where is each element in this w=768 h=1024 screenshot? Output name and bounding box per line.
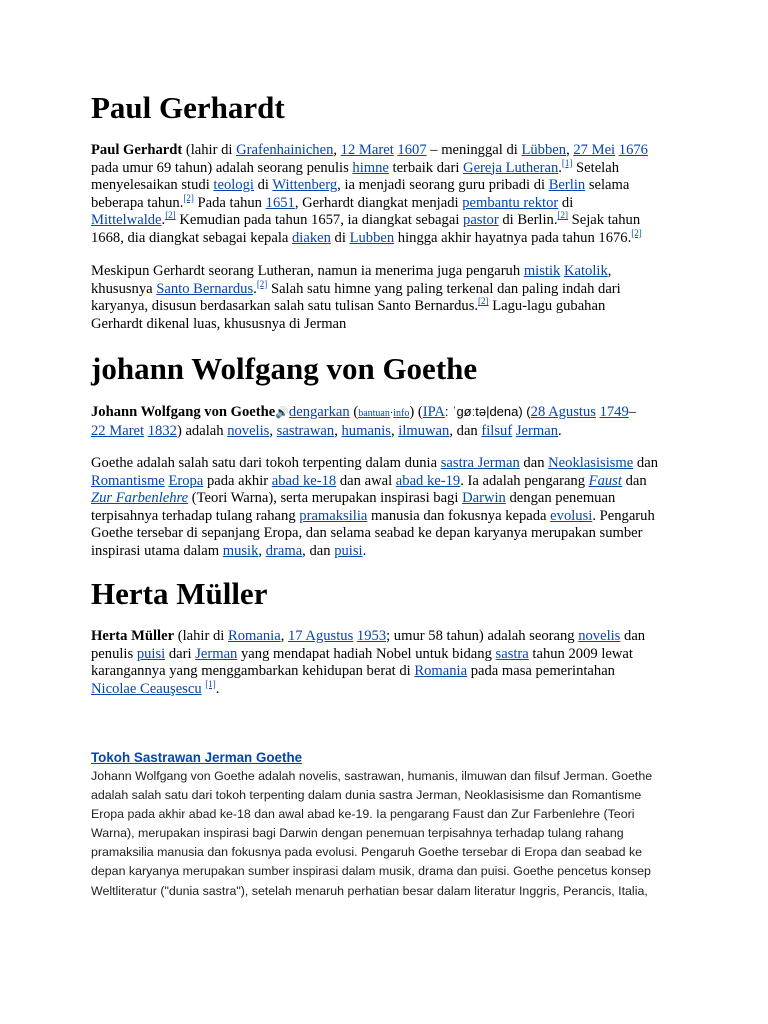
link-evolusi[interactable]: evolusi: [550, 507, 593, 524]
link-1749[interactable]: 1749: [599, 404, 629, 420]
paragraph-gerhardt-bio: Paul Gerhardt (lahir di Grafenhainichen, 12 Maret 1607 – meninggal di Lübben, 27 Mei 1676 pada umur 69 tahun) adalah seorang penulis himne terbaik dari Gereja Lutheran.[1] Setelah menyelesaikan studi teologi di Wittenberg, ia menjadi seorang guru pribadi di Berlin selama beberapa tahun.[2] Pada tahun 1651, Gerhardt diangkat menjadi pembantu rektor di Mittelwalde.[2] Kemudian pada tahun 1657, ia diangkat sebagai pastor di Berlin.[2] Sejak tahun 1668, dia diangkat sebagai kepala diaken di Lubben hingga akhir hayatnya pada tahun 1676.[2]: [91, 142, 648, 246]
heading-herta-muller: Herta Müller: [91, 576, 268, 611]
speaker-icon[interactable]: 🔊: [275, 407, 289, 419]
blog-post-title-link[interactable]: Tokoh Sastrawan Jerman Goethe: [91, 750, 303, 765]
paragraph-goethe-bio: Johann Wolfgang von Goethe🔊dengarkan (bantuan·info) (IPA: ˈɡøːtə|dena) (28 Agustus 1749– 22 Maret 1832) adalah novelis, sastrawan, humanis, ilmuwan, dan filsuf Jerman.: [91, 404, 637, 439]
link-pramaksilia[interactable]: pramaksilia: [299, 507, 368, 524]
link-12-maret[interactable]: 12 Maret: [340, 142, 394, 158]
link-faust[interactable]: Faust: [588, 472, 622, 489]
link-musik[interactable]: musik: [222, 542, 259, 559]
blog-line: depan karyanya merupakan sumber inspirasi dalam musik, drama dan puisi. Goethe pencetus konsep: [91, 864, 651, 879]
blog-line: adalah salah satu dari tokoh terpenting dalam dunia sastra Jerman, Neoklasisisme dan Romantisme: [91, 788, 642, 803]
link-jerman[interactable]: Jerman: [515, 422, 558, 439]
link-drama[interactable]: drama: [265, 542, 303, 559]
link-1832[interactable]: 1832: [147, 422, 177, 439]
blog-line: Eropa pada akhir abad ke-18 dan awal abad ke-19. Ia pengarang Faust dan Zur Farbenlehre (Teori: [91, 807, 635, 822]
link-puisi-2[interactable]: puisi: [136, 645, 166, 662]
ref-2c[interactable]: [2]: [557, 210, 568, 221]
link-1676[interactable]: 1676: [618, 142, 648, 158]
link-sastrawan[interactable]: sastrawan: [276, 422, 335, 439]
ref-2[interactable]: [2]: [183, 192, 194, 203]
link-katolik[interactable]: Katolik: [563, 263, 608, 279]
link-bantuan[interactable]: bantuan: [358, 408, 390, 419]
link-lubben-2[interactable]: Lubben: [349, 229, 395, 246]
link-novelis-2[interactable]: novelis: [578, 628, 621, 644]
link-santo-bernardus[interactable]: Santo Bernardus: [156, 280, 254, 297]
paragraph-muller-bio: Herta Müller (lahir di Romania, 17 Agustus 1953; umur 58 tahun) adalah seorang novelis dan penulis puisi dari Jerman yang mendapat hadiah Nobel untuk bidang sastra tahun 2009 lewat karangannya yang menggambarkan kehidupan berat di Romania pada masa pemerintahan Nicolae Ceauşescu [1].: [91, 628, 646, 697]
subject-name: Johann Wolfgang von Goethe: [91, 404, 276, 420]
link-eropa[interactable]: Eropa: [168, 472, 204, 489]
link-27-mei[interactable]: 27 Mei: [573, 142, 616, 158]
link-mistik[interactable]: mistik: [523, 263, 561, 279]
ref-2d[interactable]: [2]: [631, 227, 642, 238]
link-dengarkan[interactable]: dengarkan: [288, 404, 350, 420]
link-jerman-2[interactable]: Jerman: [195, 645, 238, 662]
link-abad-ke-18[interactable]: abad ke-18: [271, 472, 337, 489]
link-berlin[interactable]: Berlin: [548, 177, 586, 193]
link-diaken[interactable]: diaken: [292, 229, 331, 246]
heading-goethe: johann Wolfgang von Goethe: [91, 351, 478, 386]
paragraph-gerhardt-influence: Meskipun Gerhardt seorang Lutheran, namun ia menerima juga pengaruh mistik Katolik, khususnya Santo Bernardus.[2] Salah satu himne yang paling terkenal dan paling indah dari karyanya, disusun berdasarkan salah satu tulisan Santo Bernardus.[2] Lagu-lagu gubahan Gerhardt dikenal luas, khususnya di Jerman: [91, 263, 621, 332]
link-22-maret[interactable]: 22 Maret: [91, 422, 145, 439]
link-1953[interactable]: 1953: [356, 628, 387, 644]
link-nicolae-ceausescu[interactable]: Nicolae Ceauşescu: [91, 680, 202, 697]
link-info[interactable]: info: [393, 408, 410, 419]
link-romantisme[interactable]: Romantisme: [91, 472, 165, 489]
blog-line: pramaksilia manusia dan fokusnya pada evolusi. Pengaruh Goethe tersebar di Eropa dan seabad ke: [91, 845, 643, 860]
link-wittenberg[interactable]: Wittenberg: [272, 177, 338, 193]
link-teologi[interactable]: teologi: [213, 177, 254, 193]
link-novelis[interactable]: novelis: [227, 422, 270, 439]
link-ilmuwan[interactable]: ilmuwan: [398, 422, 450, 439]
link-grafenhainichen[interactable]: Grafenhainichen: [236, 142, 334, 158]
paragraph-goethe-influence: Goethe adalah salah satu dari tokoh terpenting dalam dunia sastra Jerman dan Neoklasisisme dan Romantisme Eropa pada akhir abad ke-18 dan awal abad ke-19. Ia adalah pengarang Faust dan Zur Farbenlehre (Teori Warna), serta merupakan inspirasi bagi Darwin dengan penemuan terpisahnya terhadap tulang rahang pramaksilia manusia dan fokusnya kepada evolusi. Pengaruh Goethe tersebar di sepanjang Eropa, dan selama seabad ke depan karyanya merupakan sumber inspirasi utama dalam musik, drama, dan puisi.: [91, 455, 658, 559]
link-mittelwalde[interactable]: Mittelwalde: [91, 212, 162, 228]
link-pastor[interactable]: pastor: [463, 212, 499, 228]
link-pembantu-rektor[interactable]: pembantu rektor: [462, 194, 559, 211]
link-neoklasisisme[interactable]: Neoklasisisme: [548, 455, 634, 471]
link-humanis[interactable]: humanis: [341, 422, 391, 439]
link-ipa[interactable]: IPA: [422, 404, 445, 420]
link-filsuf[interactable]: filsuf: [481, 422, 513, 439]
subject-name: Herta Müller: [91, 628, 175, 644]
ref-2f[interactable]: [2]: [478, 296, 489, 307]
ref-1[interactable]: [1]: [561, 157, 573, 168]
subject-name: Paul Gerhardt: [91, 142, 183, 158]
link-darwin[interactable]: Darwin: [462, 490, 506, 506]
link-17-agustus[interactable]: 17 Agustus: [287, 628, 354, 644]
blog-post-body: [91, 767, 671, 901]
link-sastra-jerman[interactable]: sastra Jerman: [440, 455, 520, 471]
link-gereja-lutheran[interactable]: Gereja Lutheran: [463, 159, 559, 176]
link-zur-farbenlehre[interactable]: Zur Farbenlehre: [91, 490, 189, 506]
blog-line: Weltliteratur ("dunia sastra"), setelah menaruh perhatian besar dalam literatur Inggris, Perancis, Italia,: [91, 883, 648, 898]
ref-1b[interactable]: [1]: [205, 678, 216, 689]
link-1607[interactable]: 1607: [397, 142, 427, 158]
link-abad-ke-19[interactable]: abad ke-19: [395, 472, 461, 489]
link-28-agustus[interactable]: 28 Agustus: [530, 404, 596, 420]
link-himne[interactable]: himne: [352, 159, 389, 176]
ref-2e[interactable]: [2]: [256, 278, 268, 289]
link-romania-2[interactable]: Romania: [414, 663, 468, 679]
link-1651[interactable]: 1651: [265, 194, 295, 211]
blog-line: Johann Wolfgang von Goethe adalah novelis, sastrawan, humanis, ilmuwan dan filsuf Jerman. Goethe: [91, 769, 653, 783]
ref-2b[interactable]: [2]: [165, 210, 176, 221]
heading-paul-gerhardt: Paul Gerhardt: [91, 90, 285, 125]
link-sastra[interactable]: sastra: [495, 645, 529, 662]
link-lubben[interactable]: Lübben: [521, 142, 567, 158]
link-romania[interactable]: Romania: [227, 628, 281, 644]
link-puisi[interactable]: puisi: [334, 542, 363, 559]
blog-line: Warna), merupakan inspirasi bagi Darwin dengan penemuan terpisahnya terhadap tulang rahang: [91, 826, 624, 841]
